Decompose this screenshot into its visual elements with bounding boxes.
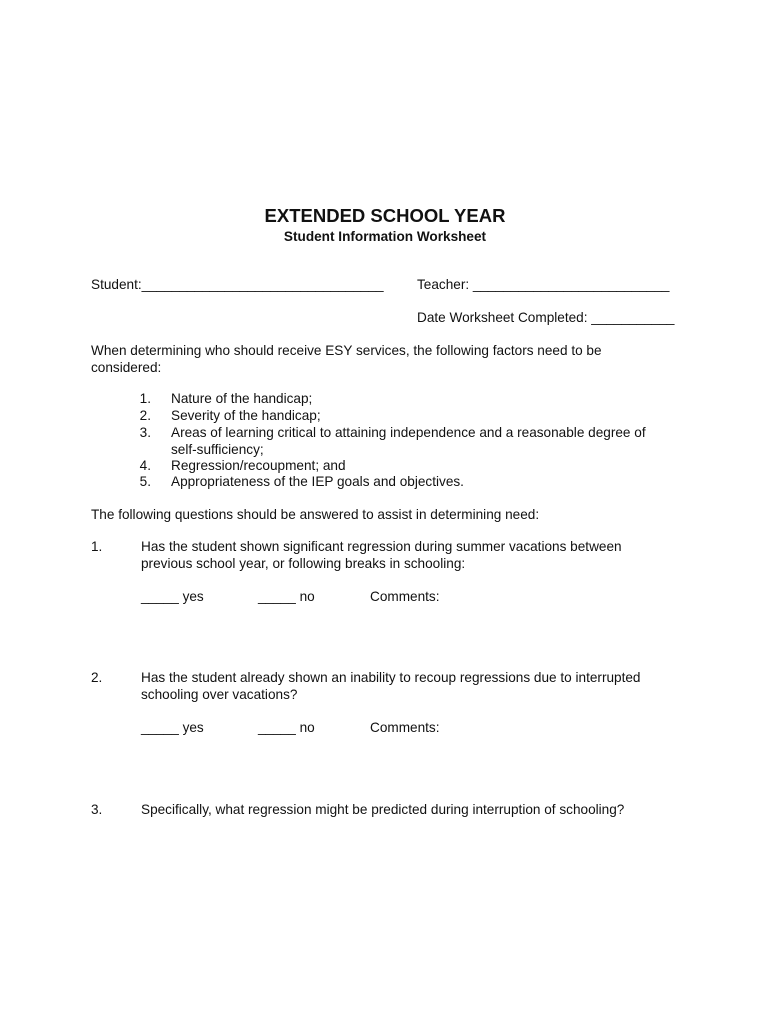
document-title: EXTENDED SCHOOL YEAR [264,205,506,226]
factor-text: Nature of the handicap; [171,391,313,406]
factor-text: Regression/recoupment; and [171,458,346,473]
question-text: Has the student already shown an inability to recoup regressions due to interrupted schooling over vacations? [141,670,641,702]
question-text: Has the student shown significant regression during summer vacations between previous school year, or following breaks in schooling: [141,539,622,571]
comments-label: Comments: [370,720,440,735]
student-field[interactable]: Student:________________________________ [91,277,384,292]
factor-text: Appropriateness of the IEP goals and objectives. [171,474,464,489]
factor-text: Areas of learning critical to attaining independence and a reasonable degree of self-sufficiency; [171,425,646,457]
factor-number: 5. [139,474,151,489]
question-number: 3. [91,802,103,817]
date-completed-field[interactable]: Date Worksheet Completed: ___________ [417,310,675,325]
factor-text: Severity of the handicap; [171,408,321,423]
factor-number: 3. [139,425,151,440]
no-option[interactable]: _____ no [258,720,315,735]
no-option[interactable]: _____ no [258,589,315,604]
factor-number: 4. [139,458,151,473]
factor-number: 2. [139,408,151,423]
document-subtitle: Student Information Worksheet [283,229,487,244]
yes-option[interactable]: _____ yes [141,589,204,604]
intro-paragraph: When determining who should receive ESY services, the following factors need to be considered: [91,343,602,375]
comments-label: Comments: [370,589,440,604]
question-text: Specifically, what regression might be predicted during interruption of schooling? [141,802,625,817]
yes-option[interactable]: _____ yes [141,720,204,735]
teacher-field[interactable]: Teacher: __________________________ [417,277,670,292]
question-number: 1. [91,539,103,554]
factor-number: 1. [139,391,151,406]
question-number: 2. [91,670,103,685]
questions-intro: The following questions should be answered to assist in determining need: [91,507,540,522]
